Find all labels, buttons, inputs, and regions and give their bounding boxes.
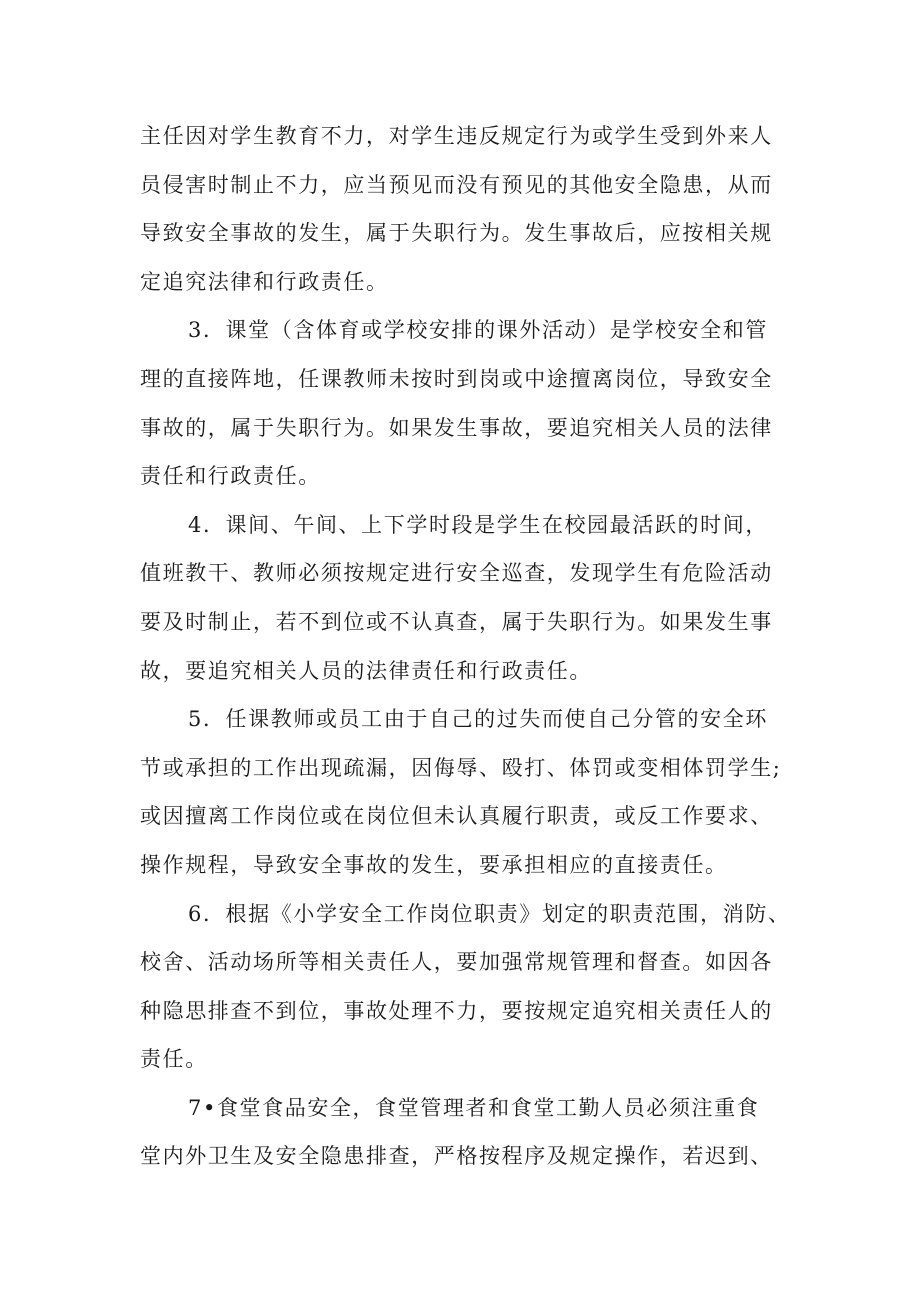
text-line: 操作规程，导致安全事故的发生，要承担相应的直接责任。 (140, 852, 728, 877)
text-line: 定追究法律和行政责任。 (140, 269, 389, 294)
text-line: 4．课间、午间、上下学时段是学生在校园最活跃的时间， (188, 512, 768, 537)
paragraph-item-6 (140, 890, 790, 1084)
text-line: 堂内外卫生及安全隐患排查，严格按程序及规定操作，若迟到、 (140, 1144, 773, 1169)
paragraph-item-5 (140, 695, 790, 889)
paragraph-item-7 (140, 1084, 790, 1181)
document-body (140, 112, 790, 1181)
text-line: 故，要追究相关人员的法律责任和行政责任。 (140, 658, 592, 683)
paragraph-1 (140, 112, 790, 306)
text-line: 主任因对学生教育不力，对学生违反规定行为或学生受到外来人 (140, 124, 773, 148)
paragraph-item-3 (140, 306, 790, 500)
text-line: 3．课堂（含体育或学校安排的课外活动）是学校安全和管 (188, 318, 768, 343)
text-line: 责任和行政责任。 (140, 464, 321, 489)
text-line: 或因擅离工作岗位或在岗位但未认真履行职责，或反工作要求、 (140, 804, 773, 829)
text-line: 7•食堂食品安全，食堂管理者和食堂工勤人员必须注重食 (188, 1095, 760, 1120)
text-line: 员侵害时制止不力，应当预见而没有预见的其他安全隐患，从而 (140, 172, 773, 197)
text-line: 导致安全事故的发生，属于失职行为。发生事故后，应按相关规 (140, 221, 773, 246)
text-line: 理的直接阵地，任课教师未按时到岗或中途擅离岗位，导致安全 (140, 366, 773, 391)
paragraph-item-4 (140, 501, 790, 695)
text-line: 5．任课教师或员工由于自己的过失而使自己分管的安全环 (188, 707, 768, 732)
text-line: 值班教干、教师必须按规定进行安全巡查，发现学生有危险活动 (140, 561, 773, 586)
text-line: 校舍、活动场所等相关责任人，要加强常规管理和督查。如因各 (140, 950, 773, 975)
text-line: 6．根据《小学安全工作岗位职责》划定的职责范围，消防、 (188, 901, 791, 926)
text-line: 节或承担的工作出现疏漏，因侮辱、殴打、体罚或变相体罚学生; (140, 755, 782, 780)
text-line: 责任。 (140, 1047, 208, 1072)
text-line: 种隐思排查不到位，事故处理不力，要按规定追究相关责任人的 (140, 998, 773, 1023)
text-line: 要及时制止，若不到位或不认真查，属于失职行为。如果发生事 (140, 609, 773, 634)
text-line: 事故的，属于失职行为。如果发生事故，要追究相关人员的法律 (140, 415, 773, 440)
